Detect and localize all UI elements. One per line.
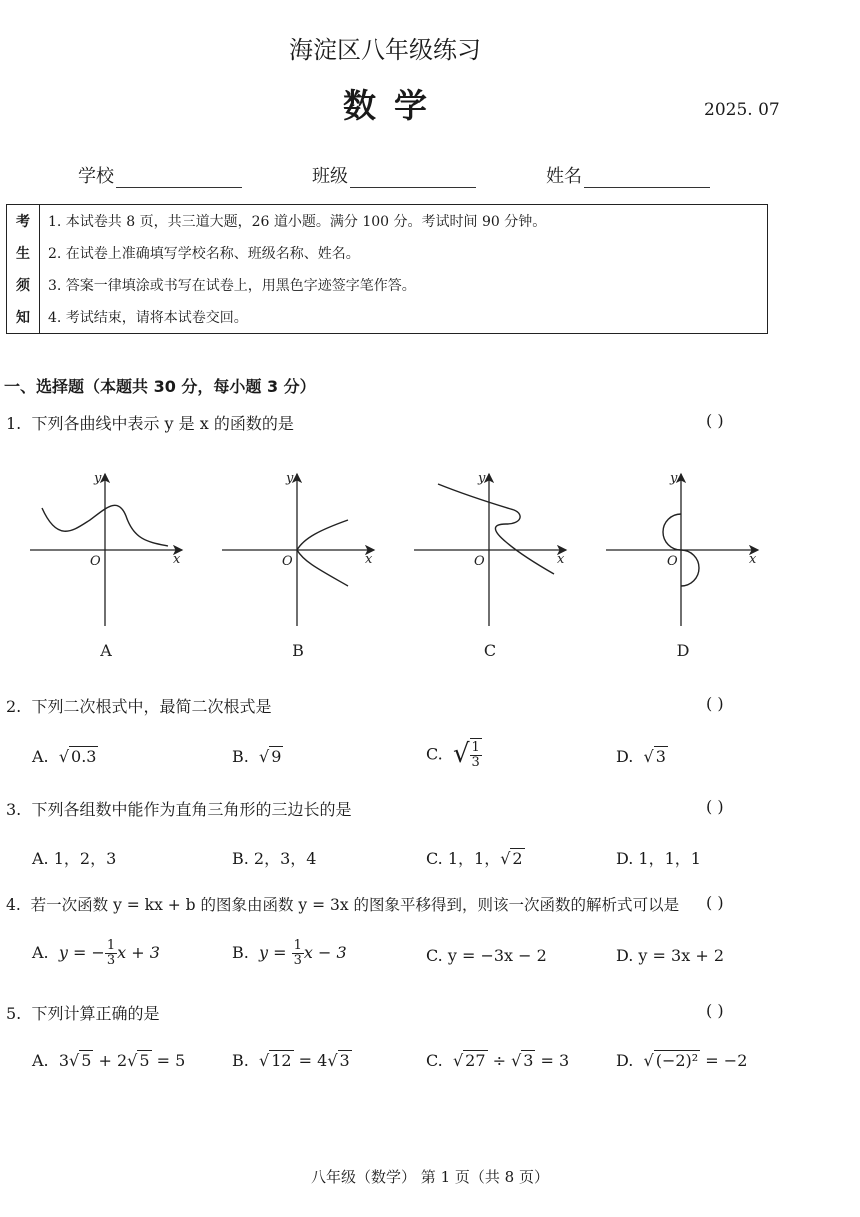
answer-paren[interactable]: ( ) (706, 1001, 724, 1020)
option-letter: A. (32, 943, 49, 962)
radicand: 0.3 (71, 747, 97, 766)
y-axis-label: y (478, 471, 486, 486)
page-footer: 八年级（数学） 第 1 页（共 8 页） (311, 1168, 549, 1186)
graph-label-b: B (292, 641, 304, 660)
option-c[interactable]: C. y = −3x − 2 (426, 946, 547, 965)
question-text: 下列各组数中能作为直角三角形的三边长的是 (31, 800, 352, 819)
exam-date: 2025. 07 (704, 100, 780, 120)
option-c[interactable]: C. 1，1，√ 2 (426, 849, 523, 868)
x-axis-label: x (749, 552, 757, 567)
option-letter: A. (32, 1051, 49, 1070)
numerator: 1 (293, 938, 302, 953)
question-3 (6, 797, 351, 820)
denominator: 3 (106, 953, 116, 968)
origin-label: O (474, 554, 485, 569)
name-field[interactable] (546, 162, 710, 188)
expression: x + 3 (117, 943, 160, 962)
origin-label: O (90, 554, 101, 569)
answer-paren[interactable]: ( ) (706, 797, 724, 816)
option-text: C. 1，1， (426, 849, 501, 868)
option-c[interactable]: C. √ $\frac{1}{3}$ (426, 739, 480, 770)
expression: = 3 (535, 1051, 570, 1070)
graph-label-a: A (100, 641, 112, 660)
radicand: 5 (81, 1051, 92, 1070)
question-5 (6, 1001, 159, 1024)
expression: y = (259, 943, 292, 962)
radicand: 12 (271, 1051, 292, 1070)
school-blank[interactable] (116, 169, 242, 188)
name-label: 姓名 (546, 166, 582, 187)
option-letter: B. (232, 747, 249, 766)
notes-side-char: 知 (7, 301, 40, 334)
graph-label-d: D (676, 641, 690, 660)
option-letter: B. (232, 1051, 249, 1070)
radicand: 9 (271, 747, 282, 766)
numerator: 1 (471, 740, 480, 755)
notes-side-char: 须 (7, 269, 40, 301)
denominator: 3 (293, 953, 302, 968)
question-number: 2. (6, 697, 22, 716)
y-axis-label: y (670, 471, 678, 486)
option-letter: D. (616, 747, 634, 766)
exam-subject: 数学 (343, 86, 445, 125)
option-letter: C. (426, 744, 443, 764)
answer-paren[interactable]: ( ) (706, 694, 724, 713)
question-text: 下列二次根式中，最简二次根式是 (31, 697, 272, 716)
function-graphs (0, 462, 860, 672)
y-axis-label: y (286, 471, 294, 486)
name-blank[interactable] (584, 169, 710, 188)
option-letter: B. (232, 943, 249, 962)
graph-label-c: C (483, 641, 497, 660)
fraction (292, 939, 304, 968)
fraction (105, 939, 117, 968)
option-d[interactable]: D. y = 3x + 2 (616, 946, 725, 965)
option-letter: D. (616, 1051, 634, 1070)
question-1 (6, 411, 294, 434)
expression: = 4 (293, 1051, 328, 1070)
exam-notes-table (6, 204, 768, 334)
question-text: 若一次函数 y = kx + b 的图象由函数 y = 3x 的图象平移得到，则该一次函数的解析式可以是 (30, 896, 680, 914)
option-a[interactable]: A. 1，2，3 (32, 849, 117, 868)
answer-paren[interactable]: ( ) (706, 893, 724, 912)
numerator: 1 (106, 938, 116, 953)
expression: + 2 (93, 1051, 128, 1070)
expression: ÷ (487, 1051, 512, 1070)
section-heading: 一、选择题（本题共 30 分，每小题 3 分） (4, 377, 316, 396)
expression: = −2 (700, 1051, 748, 1070)
question-number: 4. (6, 896, 21, 914)
exam-title: 海淀区八年级练习 (289, 36, 481, 64)
graph-c[interactable] (414, 474, 566, 626)
notes-item: 3. 答案一律填涂或书写在试卷上，用黑色字迹签字笔作答。 (40, 269, 768, 301)
answer-paren[interactable]: ( ) (706, 411, 724, 430)
radicand: 27 (465, 1051, 486, 1070)
origin-label: O (282, 554, 293, 569)
question-number: 3. (6, 800, 22, 819)
graph-a[interactable] (30, 474, 182, 626)
fraction (470, 738, 482, 770)
class-field[interactable] (312, 162, 476, 188)
option-a[interactable] (32, 939, 160, 968)
x-axis-label: x (173, 552, 181, 567)
x-axis-label: x (557, 552, 565, 567)
option-letter: A. (32, 747, 49, 766)
origin-label: O (667, 554, 678, 569)
expression: y = − (58, 943, 105, 962)
notes-side-char: 考 (7, 205, 40, 238)
class-label: 班级 (312, 166, 348, 187)
radicand: 3 (523, 1051, 534, 1070)
graph-b[interactable] (222, 474, 374, 626)
notes-item: 1. 本试卷共 8 页，共三道大题，26 道小题。满分 100 分。考试时间 90 分钟。 (40, 205, 768, 238)
option-d[interactable]: D. 1，1，1 (616, 849, 701, 868)
notes-item: 2. 在试卷上准确填写学校名称、班级名称、姓名。 (40, 237, 768, 269)
graph-d[interactable] (606, 474, 758, 626)
radicand: 3 (339, 1051, 350, 1070)
school-label: 学校 (78, 166, 114, 187)
option-a[interactable]: A. 3√ 5 + 2√ 5 = 5 (32, 1051, 186, 1070)
option-b[interactable]: B. √ 12 = 4√ 3 (232, 1051, 350, 1070)
y-axis-label: y (94, 471, 102, 486)
notes-item: 4. 考试结束，请将本试卷交回。 (40, 301, 768, 334)
question-4 (6, 893, 679, 915)
question-text: 下列各曲线中表示 y 是 x 的函数的是 (31, 414, 294, 433)
option-d[interactable]: D. √ (−2)² = −2 (616, 1051, 748, 1070)
class-blank[interactable] (350, 169, 476, 188)
coefficient: 3 (58, 1051, 69, 1070)
question-2 (6, 694, 271, 717)
x-axis-label: x (365, 552, 373, 567)
denominator: 3 (471, 755, 480, 770)
expression: x − 3 (303, 943, 347, 962)
option-letter: C. (426, 1051, 443, 1070)
option-a[interactable]: A. √ 0.3 (32, 747, 97, 766)
option-b[interactable]: B. √ 9 (232, 747, 282, 766)
option-d[interactable]: D. √ 3 (616, 747, 666, 766)
option-c[interactable]: C. √ 27 ÷ √ 3 = 3 (426, 1051, 570, 1070)
radicand: 2 (512, 849, 523, 868)
radicand: (−2)² (655, 1051, 699, 1070)
school-field[interactable] (78, 162, 242, 188)
question-number: 1. (6, 414, 22, 433)
option-b[interactable]: B. 2，3，4 (232, 849, 317, 868)
radicand: 5 (139, 1051, 150, 1070)
option-b[interactable] (232, 939, 347, 968)
radicand: 3 (655, 747, 666, 766)
question-number: 5. (6, 1004, 22, 1023)
notes-side-char: 生 (7, 237, 40, 269)
expression: = 5 (151, 1051, 186, 1070)
question-text: 下列计算正确的是 (31, 1004, 160, 1023)
